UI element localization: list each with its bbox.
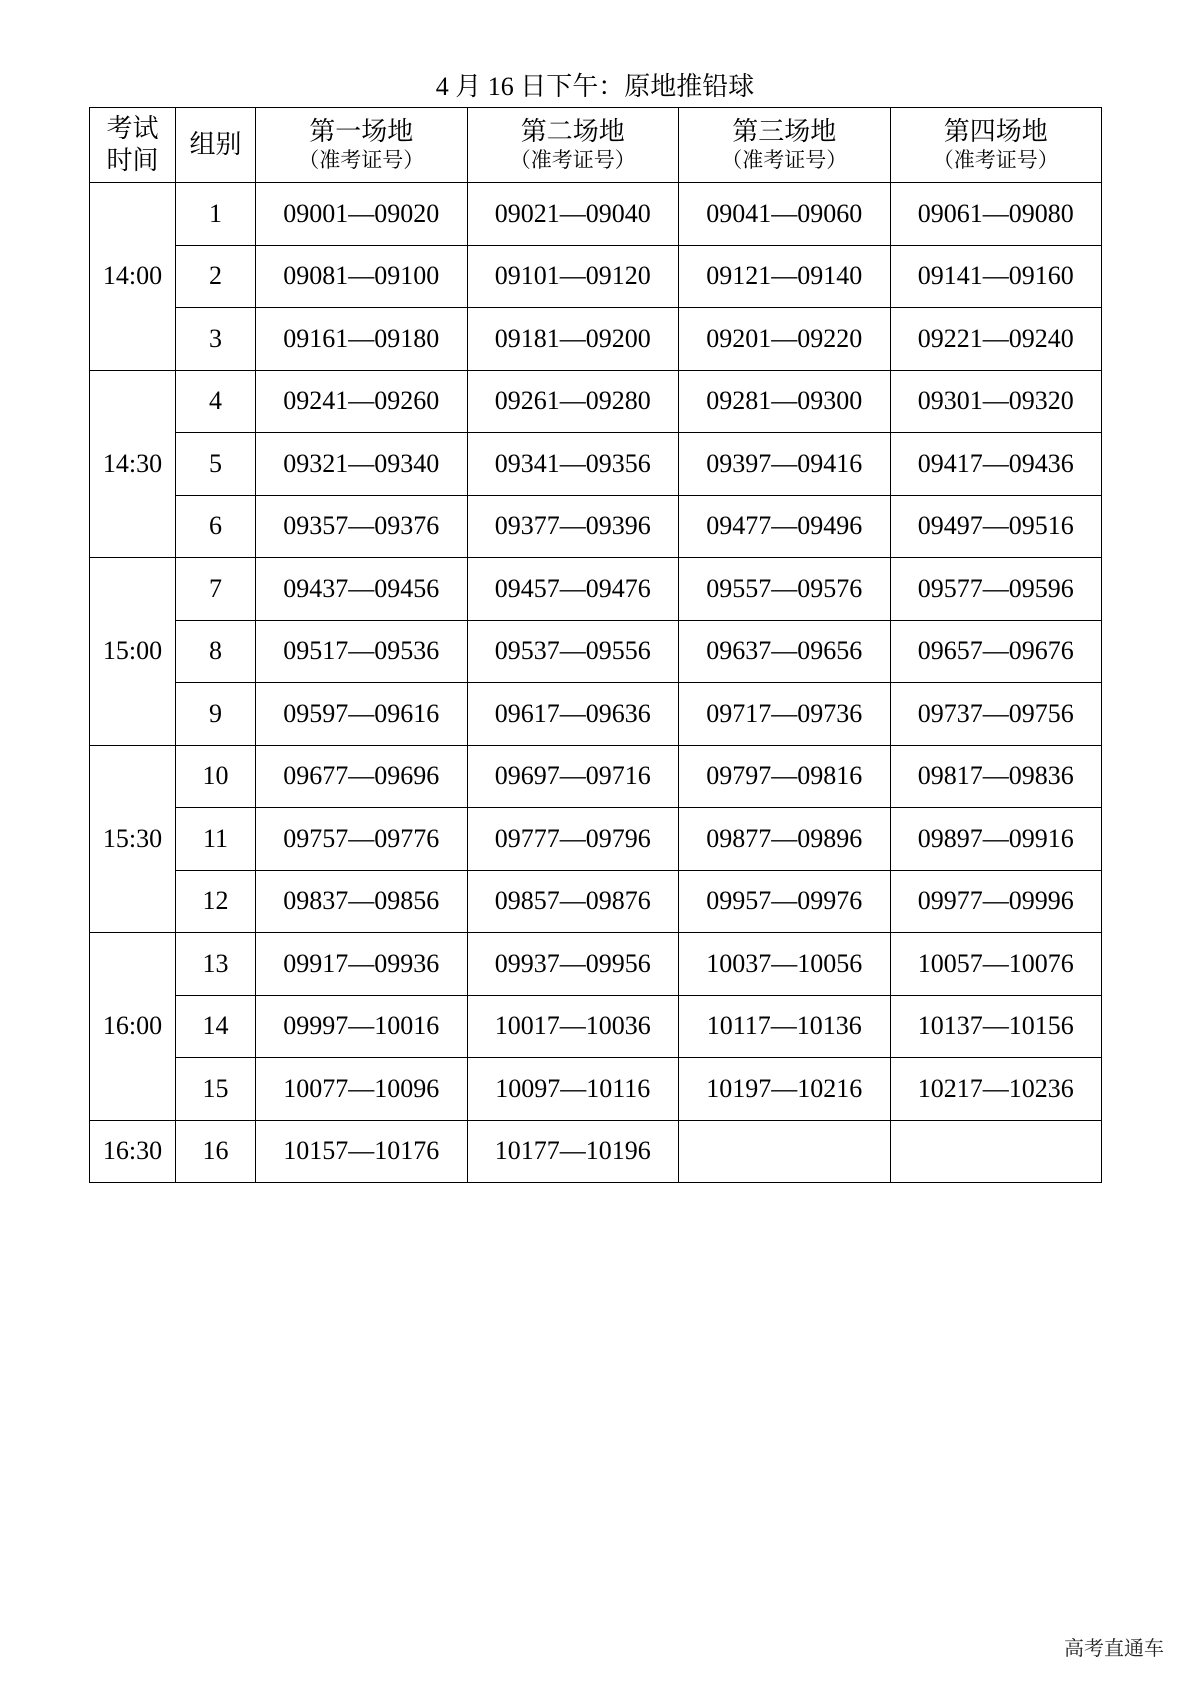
header-exam-time-line1: 考试: [106, 114, 159, 143]
ticket-range-cell: 09657—09676: [890, 620, 1102, 683]
group-cell: 9: [176, 683, 256, 746]
ticket-range-cell: 09141—09160: [890, 245, 1102, 308]
table-row: [90, 995, 1102, 1058]
ticket-range-cell: 09797—09816: [679, 745, 891, 808]
ticket-range-cell: 09897—09916: [890, 808, 1102, 871]
group-cell: 12: [176, 870, 256, 933]
ticket-range-cell: 09121—09140: [679, 245, 891, 308]
header-venue-sub: （准考证号）: [509, 148, 636, 172]
table-row: [90, 745, 1102, 808]
watermark-text: 高考直通车: [1064, 1636, 1164, 1660]
ticket-range-cell: 09517—09536: [256, 620, 468, 683]
table-row: [90, 245, 1102, 308]
ticket-range-cell: 10017—10036: [467, 995, 679, 1058]
group-cell: 4: [176, 370, 256, 433]
ticket-range-cell: 09001—09020: [256, 183, 468, 246]
ticket-range-cell: 09997—10016: [256, 995, 468, 1058]
group-cell: 5: [176, 433, 256, 496]
ticket-range-cell: 10117—10136: [679, 995, 891, 1058]
table-row: [90, 433, 1102, 496]
ticket-range-cell: 09697—09716: [467, 745, 679, 808]
table-header-row: [90, 108, 1102, 183]
group-cell: 14: [176, 995, 256, 1058]
ticket-range-cell: 09877—09896: [679, 808, 891, 871]
ticket-range-cell: [679, 1120, 891, 1183]
ticket-range-cell: 09437—09456: [256, 558, 468, 621]
table-row: [90, 558, 1102, 621]
ticket-range-cell: 09497—09516: [890, 495, 1102, 558]
ticket-range-cell: 10217—10236: [890, 1058, 1102, 1121]
table-row: [90, 870, 1102, 933]
header-venue-3: [679, 108, 891, 183]
ticket-range-cell: 09417—09436: [890, 433, 1102, 496]
ticket-range-cell: 09397—09416: [679, 433, 891, 496]
ticket-range-cell: 09241—09260: [256, 370, 468, 433]
ticket-range-cell: 10037—10056: [679, 933, 891, 996]
ticket-range-cell: 09377—09396: [467, 495, 679, 558]
ticket-range-cell: 09757—09776: [256, 808, 468, 871]
header-exam-time-line2: 时间: [106, 146, 159, 175]
ticket-range-cell: 09061—09080: [890, 183, 1102, 246]
header-exam-time: [90, 108, 176, 183]
ticket-range-cell: 10157—10176: [256, 1120, 468, 1183]
table-row: [90, 183, 1102, 246]
table-row: [90, 1120, 1102, 1183]
table-row: [90, 808, 1102, 871]
ticket-range-cell: 10057—10076: [890, 933, 1102, 996]
ticket-range-cell: 09261—09280: [467, 370, 679, 433]
time-slot-cell: 16:00: [90, 933, 176, 1121]
ticket-range-cell: 10177—10196: [467, 1120, 679, 1183]
table-row: [90, 933, 1102, 996]
ticket-range-cell: 10137—10156: [890, 995, 1102, 1058]
ticket-range-cell: 09617—09636: [467, 683, 679, 746]
ticket-range-cell: 09181—09200: [467, 308, 679, 371]
ticket-range-cell: 09301—09320: [890, 370, 1102, 433]
group-cell: 16: [176, 1120, 256, 1183]
group-cell: 6: [176, 495, 256, 558]
ticket-range-cell: 09857—09876: [467, 870, 679, 933]
time-slot-cell: 14:00: [90, 183, 176, 371]
header-venue-name: 第三场地: [732, 117, 837, 146]
ticket-range-cell: 09357—09376: [256, 495, 468, 558]
ticket-range-cell: 10197—10216: [679, 1058, 891, 1121]
header-venue-sub: （准考证号）: [932, 148, 1059, 172]
ticket-range-cell: 09321—09340: [256, 433, 468, 496]
ticket-range-cell: 09021—09040: [467, 183, 679, 246]
group-cell: 1: [176, 183, 256, 246]
group-cell: 2: [176, 245, 256, 308]
time-slot-cell: 15:00: [90, 558, 176, 746]
header-venue-name: 第一场地: [309, 117, 414, 146]
time-slot-cell: 15:30: [90, 745, 176, 933]
ticket-range-cell: 09577—09596: [890, 558, 1102, 621]
header-venue-sub: （准考证号）: [298, 148, 425, 172]
page-title: 4 月 16 日下午：原地推铅球: [435, 72, 755, 101]
header-venue-name: 第四场地: [943, 117, 1048, 146]
ticket-range-cell: 09221—09240: [890, 308, 1102, 371]
ticket-range-cell: 09081—09100: [256, 245, 468, 308]
ticket-range-cell: 09041—09060: [679, 183, 891, 246]
header-venue-2: [467, 108, 679, 183]
ticket-range-cell: 09717—09736: [679, 683, 891, 746]
ticket-range-cell: 10097—10116: [467, 1058, 679, 1121]
ticket-range-cell: [890, 1120, 1102, 1183]
table-row: [90, 620, 1102, 683]
ticket-range-cell: 09837—09856: [256, 870, 468, 933]
header-group: 组别: [176, 108, 256, 183]
group-cell: 13: [176, 933, 256, 996]
group-cell: 15: [176, 1058, 256, 1121]
table-row: [90, 683, 1102, 746]
ticket-range-cell: 09677—09696: [256, 745, 468, 808]
ticket-range-cell: 09817—09836: [890, 745, 1102, 808]
ticket-range-cell: 09637—09656: [679, 620, 891, 683]
table-row: [90, 495, 1102, 558]
ticket-range-cell: 09537—09556: [467, 620, 679, 683]
group-cell: 11: [176, 808, 256, 871]
table-row: [90, 1058, 1102, 1121]
ticket-range-cell: 09917—09936: [256, 933, 468, 996]
ticket-range-cell: 09557—09576: [679, 558, 891, 621]
exam-schedule-table: [89, 107, 1102, 1183]
group-cell: 8: [176, 620, 256, 683]
header-venue-name: 第二场地: [520, 117, 625, 146]
group-cell: 7: [176, 558, 256, 621]
table-row: [90, 370, 1102, 433]
ticket-range-cell: 09281—09300: [679, 370, 891, 433]
time-slot-cell: 16:30: [90, 1120, 176, 1183]
ticket-range-cell: 09457—09476: [467, 558, 679, 621]
ticket-range-cell: 09201—09220: [679, 308, 891, 371]
ticket-range-cell: 09977—09996: [890, 870, 1102, 933]
ticket-range-cell: 09101—09120: [467, 245, 679, 308]
ticket-range-cell: 09937—09956: [467, 933, 679, 996]
ticket-range-cell: 09737—09756: [890, 683, 1102, 746]
header-venue-sub: （准考证号）: [721, 148, 848, 172]
ticket-range-cell: 10077—10096: [256, 1058, 468, 1121]
ticket-range-cell: 09477—09496: [679, 495, 891, 558]
ticket-range-cell: 09777—09796: [467, 808, 679, 871]
ticket-range-cell: 09597—09616: [256, 683, 468, 746]
ticket-range-cell: 09161—09180: [256, 308, 468, 371]
time-slot-cell: 14:30: [90, 370, 176, 558]
table-row: [90, 308, 1102, 371]
header-venue-4: [890, 108, 1102, 183]
group-cell: 3: [176, 308, 256, 371]
group-cell: 10: [176, 745, 256, 808]
header-venue-1: [256, 108, 468, 183]
ticket-range-cell: 09957—09976: [679, 870, 891, 933]
ticket-range-cell: 09341—09356: [467, 433, 679, 496]
